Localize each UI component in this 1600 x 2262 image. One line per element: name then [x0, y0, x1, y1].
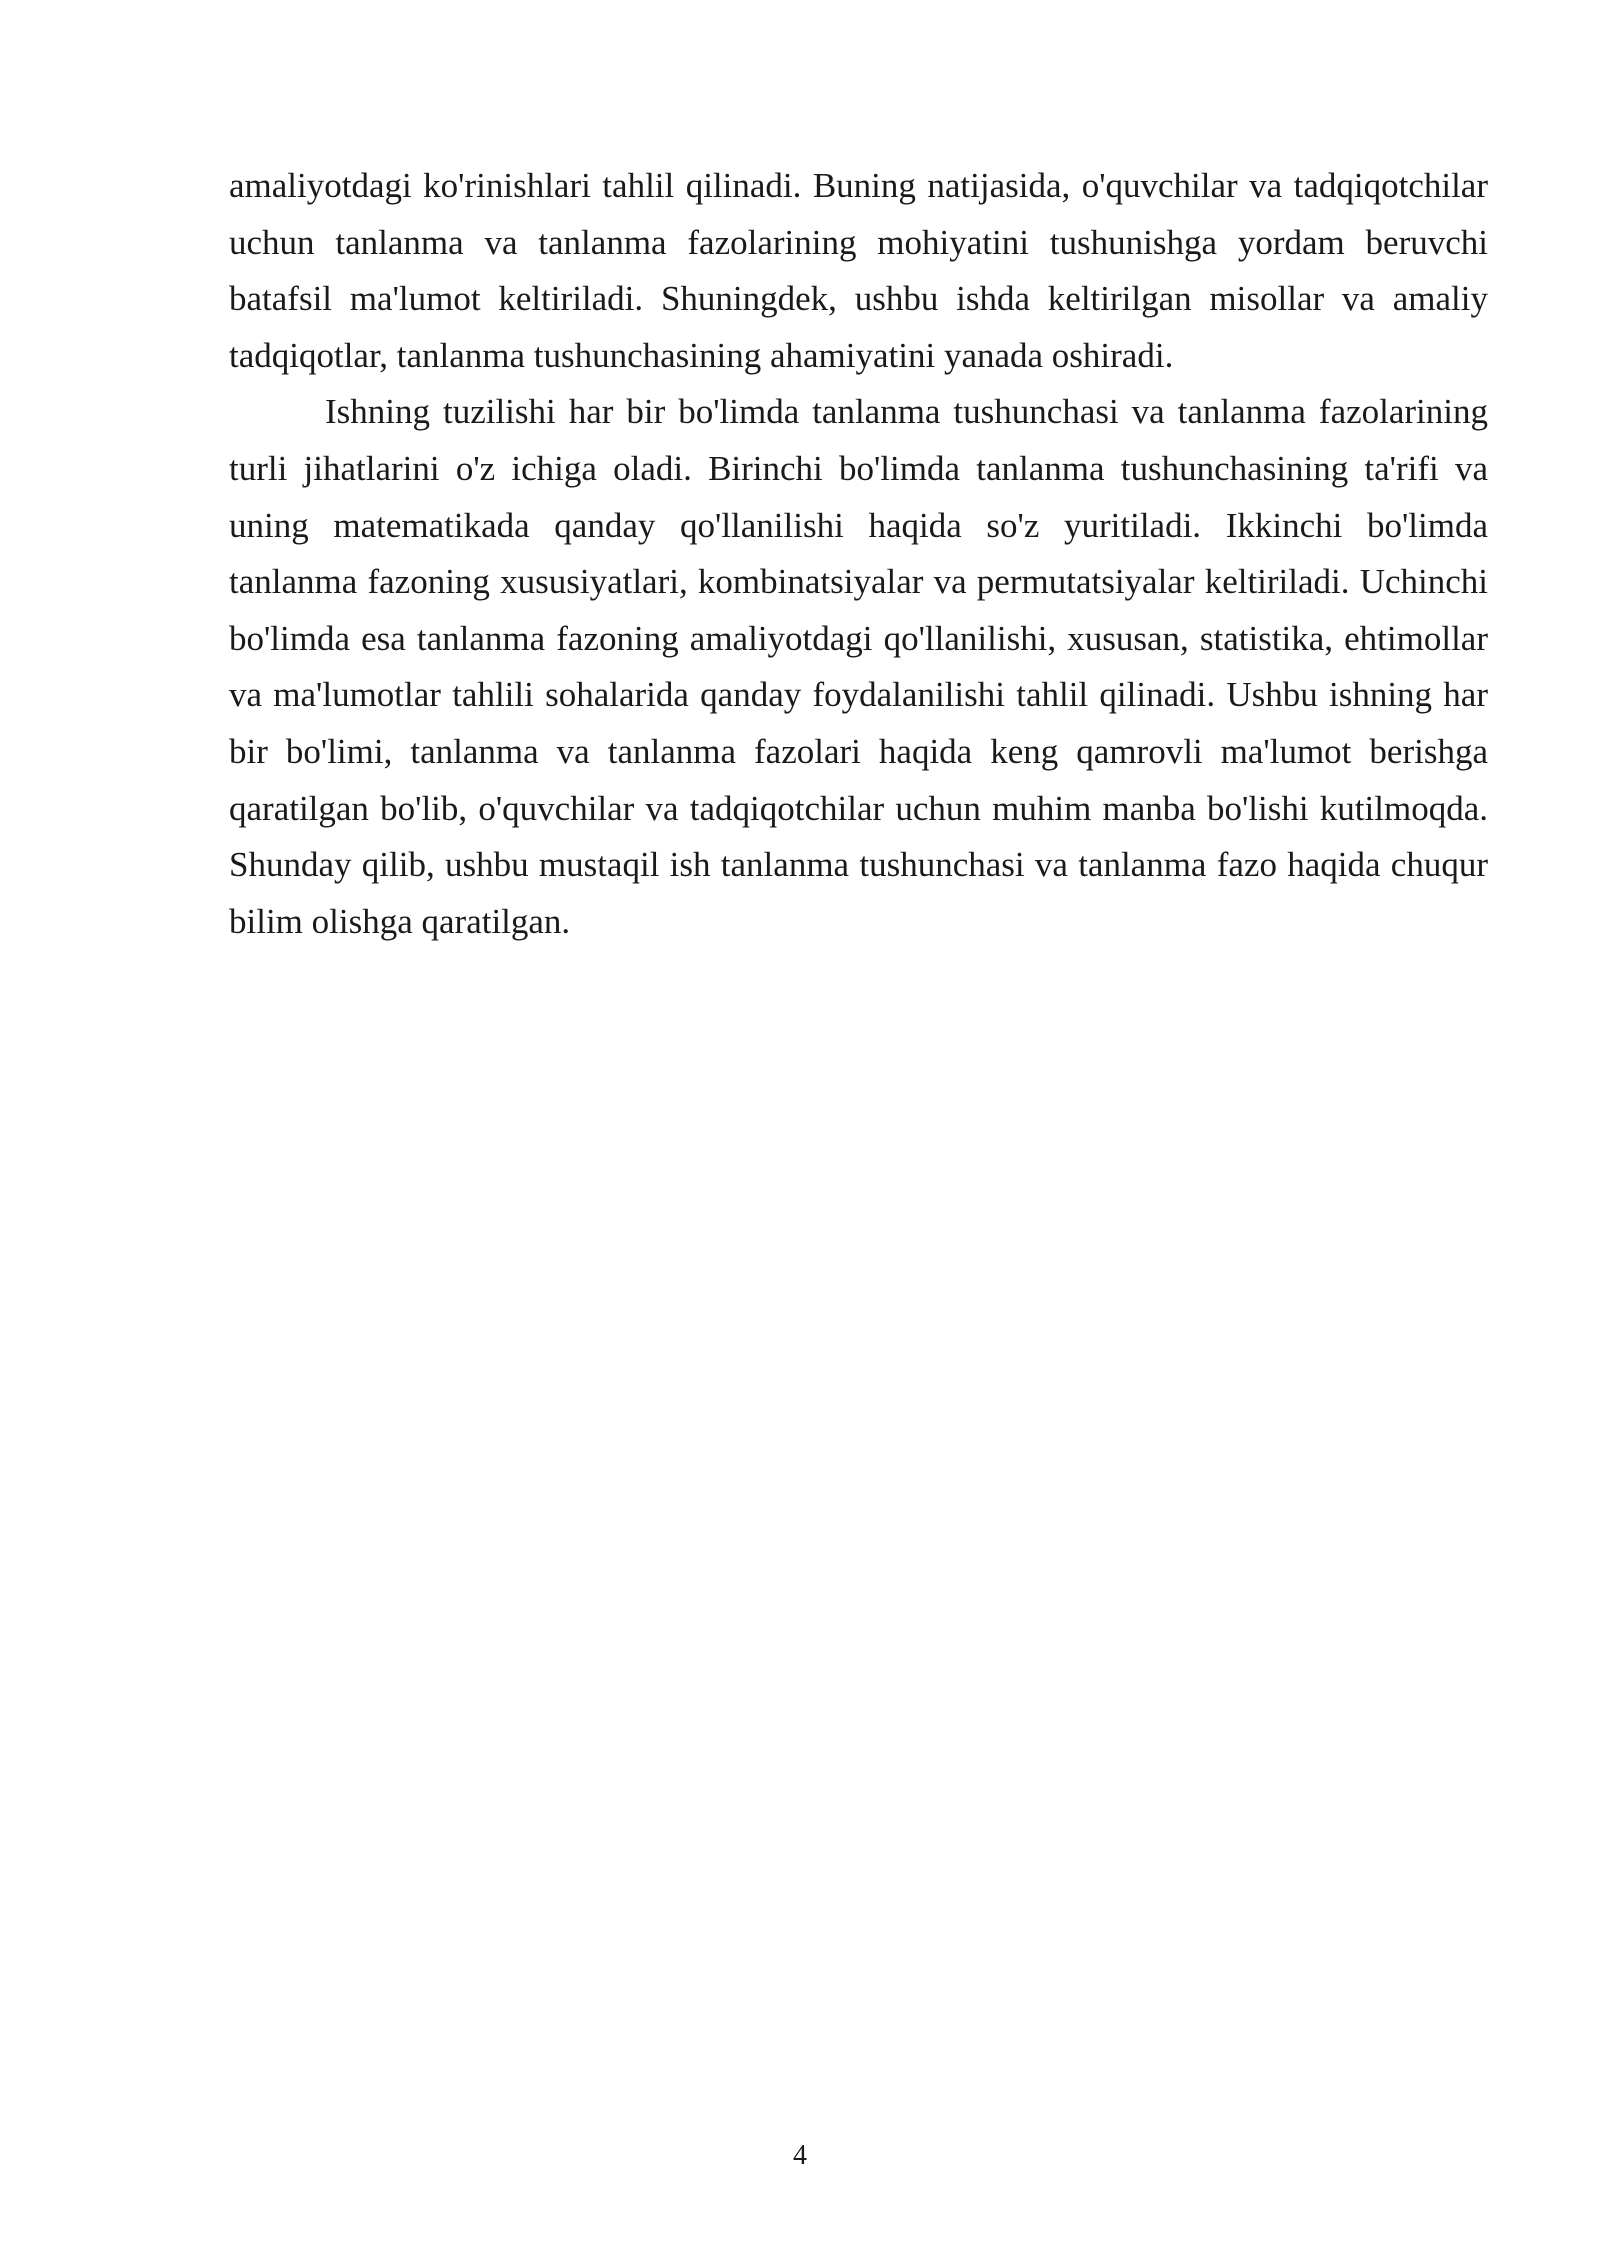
page-number: 4 — [793, 2140, 807, 2171]
page-body — [229, 158, 1488, 950]
paragraph-structure: Ishning tuzilishi har bir bo'limda tanlanma tushunchasi va tanlanma fazolarining turli jihatlarini o'z ichiga oladi. Birinchi bo'limda tanlanma tushunchasining ta'rifi va uning matematikada qanday qo'llanilishi haqida so'z yuritiladi. Ikkinchi bo'limda tanlanma fazoning xususiyatlari, kombinatsiyalar va permutatsiyalar keltiriladi. Uchinchi bo'limda esa tanlanma fazoning amaliyotdagi qo'llanilishi, xususan, statistika, ehtimollar va ma'lumotlar tahlili sohalarida qanday foydalanilishi tahlil qilinadi. Ushbu ishning har bir bo'limi, tanlanma va tanlanma fazolari haqida keng qamrovli ma'lumot berishga qaratilgan bo'lib, o'quvchilar va tadqiqotchilar uchun muhim manba bo'lishi kutilmoqda. Shunday qilib, ushbu mustaqil ish tanlanma tushunchasi va tanlanma fazo haqida chuqur bilim olishga qaratilgan. — [229, 392, 1488, 941]
paragraph-continuation: amaliyotdagi ko'rinishlari tahlil qilinadi. Buning natijasida, o'quvchilar va tadqiqotchilar uchun tanlanma va tanlanma fazolarining mohiyatini tushunishga yordam beruvchi batafsil ma'lumot keltiriladi. Shuningdek, ushbu ishda keltirilgan misollar va amaliy tadqiqotlar, tanlanma tushunchasining ahamiyatini yanada oshiradi. — [229, 166, 1488, 375]
